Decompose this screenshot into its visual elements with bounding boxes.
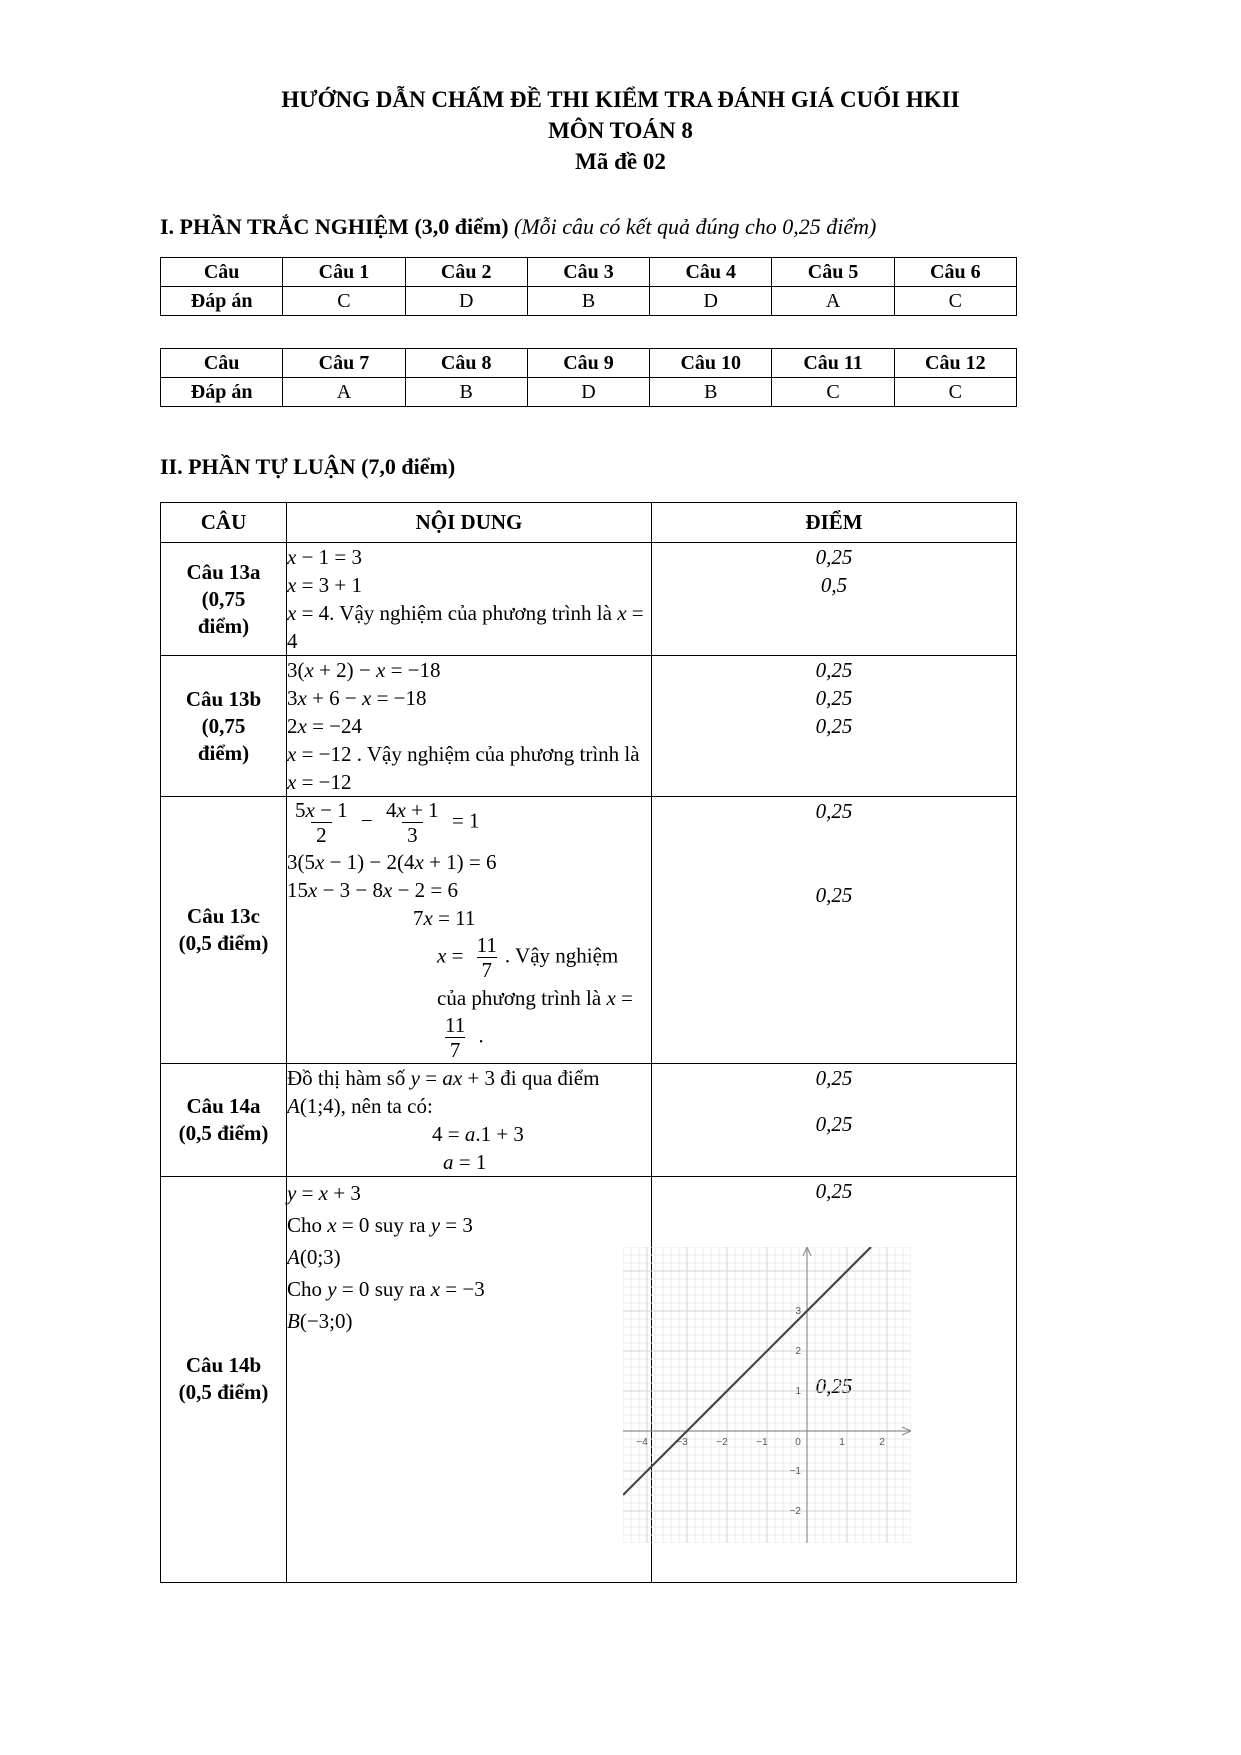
points-cell: [652, 1063, 1017, 1176]
y-tick-label: −2: [789, 1505, 801, 1517]
line-graph: [623, 1247, 911, 1549]
text-run: , nên ta có:: [340, 1093, 433, 1118]
solution-line: [287, 543, 651, 571]
points-value: 0,25: [815, 883, 853, 907]
question-label: [161, 797, 287, 1064]
mc-answer-cell: B: [527, 287, 649, 316]
question-label-points: (0,75 điểm): [197, 713, 250, 765]
math-variable: x: [308, 878, 318, 903]
math-text: = −18: [371, 686, 427, 710]
solution-line: [287, 1209, 651, 1241]
math-variable: y: [410, 1065, 420, 1090]
points-value: 0,25: [815, 714, 853, 738]
math-variable: x: [430, 1276, 441, 1301]
math-variable: x: [396, 798, 406, 822]
mc-answer-cell: C: [283, 287, 405, 316]
essay-header-row: [161, 503, 1017, 543]
title-line-1: HƯỚNG DẪN CHẤM ĐỀ THI KIỂM TRA ĐÁNH GIÁ CUỐI HKII: [281, 87, 960, 112]
math-text: = −12: [296, 770, 352, 794]
points-cell: [652, 797, 1017, 1064]
column-header-noi-dung: NỘI DUNG: [287, 503, 652, 543]
solution-line: [287, 1273, 651, 1305]
math-text: = 4: [296, 601, 330, 625]
solution-content: [287, 656, 652, 797]
mc-question-header: Câu 10: [650, 349, 772, 378]
math-variable: a: [443, 1149, 454, 1174]
solution-line: [287, 1177, 651, 1209]
math-text: 15: [287, 878, 308, 903]
math-variable: B: [287, 1308, 300, 1333]
math-text: = −24: [306, 714, 363, 738]
essay-row-14b: [161, 1176, 1017, 1582]
math-text: + 3: [328, 1180, 361, 1205]
solution-line: [287, 797, 651, 848]
fraction: [290, 797, 353, 848]
mc-question-header: Câu 12: [894, 349, 1016, 378]
solution-line: [287, 1064, 651, 1120]
mc-answer-table-2: [160, 348, 1017, 407]
math-text: + 2) −: [313, 658, 377, 682]
fraction: [440, 1012, 470, 1063]
math-text: 2: [287, 714, 298, 738]
solution-line: [287, 932, 651, 1063]
math-text: .1 + 3: [475, 1121, 524, 1146]
math-variable: x: [297, 686, 307, 710]
math-text: =: [296, 1180, 319, 1205]
question-label: [161, 1063, 287, 1176]
math-text: 4: [386, 798, 397, 822]
math-text: 2: [316, 823, 327, 848]
y-tick-label: 2: [795, 1345, 801, 1357]
math-variable: x: [362, 686, 372, 710]
solution-line: [287, 904, 651, 932]
solution-content: [287, 1063, 652, 1176]
math-variable: x: [383, 878, 393, 903]
math-variable: x: [287, 545, 297, 569]
math-text: 3: [287, 686, 298, 710]
mc-answer-cell: C: [894, 378, 1016, 407]
text-run: Đồ thị hàm số: [287, 1065, 411, 1090]
question-label-points: (0,5 điểm): [178, 1380, 269, 1405]
question-label: [161, 656, 287, 797]
x-tick-label: 0: [795, 1436, 801, 1448]
math-variable: x: [304, 658, 314, 682]
points-cell: [652, 656, 1017, 797]
text-run: suy ra: [369, 1212, 431, 1237]
x-tick-label: −2: [716, 1436, 728, 1448]
math-text: (0;3): [299, 1244, 341, 1269]
mc-answer-label: Đáp án: [161, 287, 283, 316]
solution-line: [287, 571, 651, 599]
points-value: 0,25: [815, 1111, 853, 1136]
solution-line: [287, 1148, 651, 1176]
math-text: = −18: [385, 658, 441, 682]
mc-question-row: [161, 349, 1017, 378]
question-label-points: (0,75 điểm): [197, 586, 250, 638]
column-header-cau: CÂU: [161, 503, 287, 543]
text-run: đi qua điểm: [495, 1065, 600, 1090]
math-variable: x: [617, 601, 627, 625]
title-line-3: Mã đề 02: [575, 149, 666, 174]
math-variable: a: [464, 1121, 476, 1146]
points-value: 0,25: [815, 658, 853, 682]
math-text: − 1: [314, 798, 348, 822]
mc-question-header: Câu 7: [283, 349, 405, 378]
solution-line: [287, 712, 651, 740]
mc-row-label: Câu: [161, 258, 283, 287]
fraction-denominator: [402, 822, 423, 847]
question-label-name: Câu 14a: [186, 1093, 261, 1118]
document-title-block: [0, 0, 1241, 177]
essay-table: [160, 502, 1017, 1583]
mc-answer-cell: D: [527, 378, 649, 407]
points-value: 0,25: [815, 1178, 853, 1203]
math-text: = 11: [432, 906, 476, 931]
math-text: 3: [407, 823, 418, 848]
mc-answer-cell: A: [283, 378, 405, 407]
math-text: = 1: [446, 808, 480, 833]
solution-line: [287, 848, 651, 876]
math-variable: y: [327, 1276, 337, 1301]
math-variable: y: [430, 1212, 441, 1237]
math-text: = −12: [296, 742, 352, 766]
y-tick-label: 1: [795, 1385, 801, 1397]
math-variable: x: [414, 850, 424, 875]
mc-answer-cell: B: [405, 378, 527, 407]
points-value: 0,25: [815, 1373, 853, 1398]
x-tick-label: −1: [756, 1436, 768, 1448]
math-text: = 4: [287, 601, 644, 653]
x-tick-label: 1: [839, 1436, 845, 1448]
math-variable: ax: [442, 1065, 463, 1090]
math-text: =: [615, 985, 633, 1010]
math-text: (1;4): [299, 1093, 341, 1118]
math-variable: A: [287, 1244, 300, 1269]
coordinate-plane: [623, 1247, 911, 1543]
math-variable: x: [327, 1212, 337, 1237]
math-text: 7: [413, 906, 424, 931]
math-text: − 1) − 2(4: [324, 850, 415, 875]
mc-answer-row: [161, 287, 1017, 316]
y-tick-label: 3: [795, 1305, 801, 1317]
math-variable: x: [606, 985, 616, 1010]
text-run: Cho: [287, 1276, 328, 1301]
math-text: 5: [295, 798, 306, 822]
mc-answer-table-1: [160, 257, 1017, 316]
math-text: = 1: [453, 1149, 487, 1174]
text-run: . Vậy nghiệm của phương trình là: [329, 601, 618, 625]
points-value: 0,5: [820, 573, 848, 597]
points-cell: [652, 543, 1017, 656]
multiple-choice-heading-note: (Mỗi câu có kết quả đúng cho 0,25 điểm): [514, 214, 877, 239]
math-text: 3(5: [287, 850, 315, 875]
question-label: [161, 543, 287, 656]
math-text: − 2 = 6: [392, 878, 459, 903]
fraction: [381, 797, 444, 848]
math-variable: x: [297, 714, 307, 738]
mc-answer-cell: B: [650, 378, 772, 407]
solution-line: [287, 599, 651, 655]
solution-line: [287, 656, 651, 684]
solution-line: [287, 740, 651, 796]
mc-question-header: Câu 2: [405, 258, 527, 287]
math-text: − 3 − 8: [317, 878, 384, 903]
x-tick-label: −4: [636, 1436, 648, 1448]
solution-content: [287, 797, 652, 1064]
fraction-numerator: [440, 1013, 470, 1037]
text-run: .: [473, 1023, 484, 1048]
math-text: = 3: [440, 1212, 473, 1237]
points-value: 0,25: [815, 686, 853, 710]
math-variable: x: [318, 1180, 328, 1205]
text-run: . Vậy nghiệm của phương trình là: [351, 742, 640, 766]
math-variable: x: [315, 850, 325, 875]
math-variable: x: [287, 573, 297, 597]
text-run: suy ra: [369, 1276, 431, 1301]
mc-question-header: Câu 1: [283, 258, 405, 287]
mc-question-header: Câu 8: [405, 349, 527, 378]
essay-section-heading: II. PHẦN TỰ LUẬN (7,0 điểm): [160, 454, 456, 479]
x-tick-label: −3: [676, 1436, 688, 1448]
mc-question-header: Câu 5: [772, 258, 894, 287]
solution-line: [287, 1241, 651, 1273]
y-tick-label: −1: [789, 1465, 801, 1477]
mc-question-header: Câu 4: [650, 258, 772, 287]
fraction: [472, 932, 502, 983]
fraction-numerator: [290, 798, 353, 822]
math-text: =: [420, 1065, 443, 1090]
math-text: + 1: [405, 798, 439, 822]
math-variable: x: [437, 943, 447, 968]
math-text: = 3 + 1: [296, 573, 363, 597]
question-label-name: Câu 14b: [185, 1353, 262, 1378]
essay-row-13a: [161, 543, 1017, 656]
fraction-denominator: [311, 822, 332, 847]
math-text: 7: [449, 1037, 461, 1062]
math-variable: y: [287, 1180, 297, 1205]
mc-answer-cell: C: [772, 378, 894, 407]
essay-row-13b: [161, 656, 1017, 797]
question-label: [161, 1176, 287, 1582]
mc-answer-row: [161, 378, 1017, 407]
question-label-name: Câu 13a: [186, 559, 261, 584]
mc-answer-cell: A: [772, 287, 894, 316]
mc-question-header: Câu 9: [527, 349, 649, 378]
math-text: (−3;0): [299, 1308, 353, 1333]
points-value: 0,25: [815, 545, 853, 569]
mc-question-header: Câu 11: [772, 349, 894, 378]
fraction-denominator: [445, 1037, 466, 1062]
solution-line: [287, 876, 651, 904]
math-text: =: [446, 943, 469, 968]
math-text: + 1) = 6: [423, 850, 497, 875]
math-text: = 0: [336, 1212, 370, 1237]
solution-line: [287, 1305, 651, 1337]
column-header-diem: ĐIỂM: [652, 503, 1017, 543]
math-variable: x: [287, 601, 297, 625]
math-text: 11: [445, 1012, 466, 1037]
fraction-numerator: [472, 933, 502, 957]
mc-answer-cell: D: [405, 287, 527, 316]
fraction-numerator: [381, 798, 444, 822]
math-variable: x: [423, 906, 433, 931]
mc-question-row: [161, 258, 1017, 287]
math-text: = 0: [336, 1276, 370, 1301]
math-text: + 3: [462, 1065, 496, 1090]
question-label-points: (0,5 điểm): [178, 930, 269, 955]
multiple-choice-heading: [160, 212, 1241, 241]
mc-answer-cell: D: [650, 287, 772, 316]
math-text: = −3: [440, 1276, 485, 1301]
essay-row-14a: [161, 1063, 1017, 1176]
solution-line: [287, 1120, 651, 1148]
math-text: 11: [476, 933, 497, 958]
question-label-name: Câu 13c: [187, 903, 260, 928]
math-text: 7: [481, 958, 493, 983]
multiple-choice-heading-text: I. PHẦN TRẮC NGHIỆM (3,0 điểm): [160, 214, 509, 239]
points-value: 0,25: [815, 799, 853, 823]
math-text: 4 =: [432, 1121, 465, 1146]
solution-content: [287, 543, 652, 656]
math-text: − 1 = 3: [296, 545, 363, 569]
essay-row-13c: [161, 797, 1017, 1064]
question-label-points: (0,5 điểm): [178, 1120, 269, 1145]
math-text: −: [355, 808, 379, 833]
math-variable: x: [305, 798, 315, 822]
math-variable: A: [287, 1093, 300, 1118]
x-tick-label: 2: [879, 1436, 885, 1448]
title-line-2: MÔN TOÁN 8: [548, 118, 693, 143]
text-run: . Vậy nghiệm của phương trình là: [437, 943, 619, 1010]
math-text: 3(: [287, 658, 305, 682]
mc-answer-label: Đáp án: [161, 378, 283, 407]
mc-answer-cell: C: [894, 287, 1016, 316]
text-run: Cho: [287, 1212, 328, 1237]
math-variable: x: [287, 770, 297, 794]
mc-row-label: Câu: [161, 349, 283, 378]
math-text: + 6 −: [306, 686, 363, 710]
solution-line: [287, 684, 651, 712]
math-variable: x: [287, 742, 297, 766]
function-line: [623, 1247, 871, 1495]
mc-question-header: Câu 6: [894, 258, 1016, 287]
mc-question-header: Câu 3: [527, 258, 649, 287]
fraction-denominator: [477, 957, 498, 982]
math-variable: x: [376, 658, 386, 682]
question-label-name: Câu 13b: [185, 686, 262, 711]
points-value: 0,25: [815, 1065, 853, 1090]
